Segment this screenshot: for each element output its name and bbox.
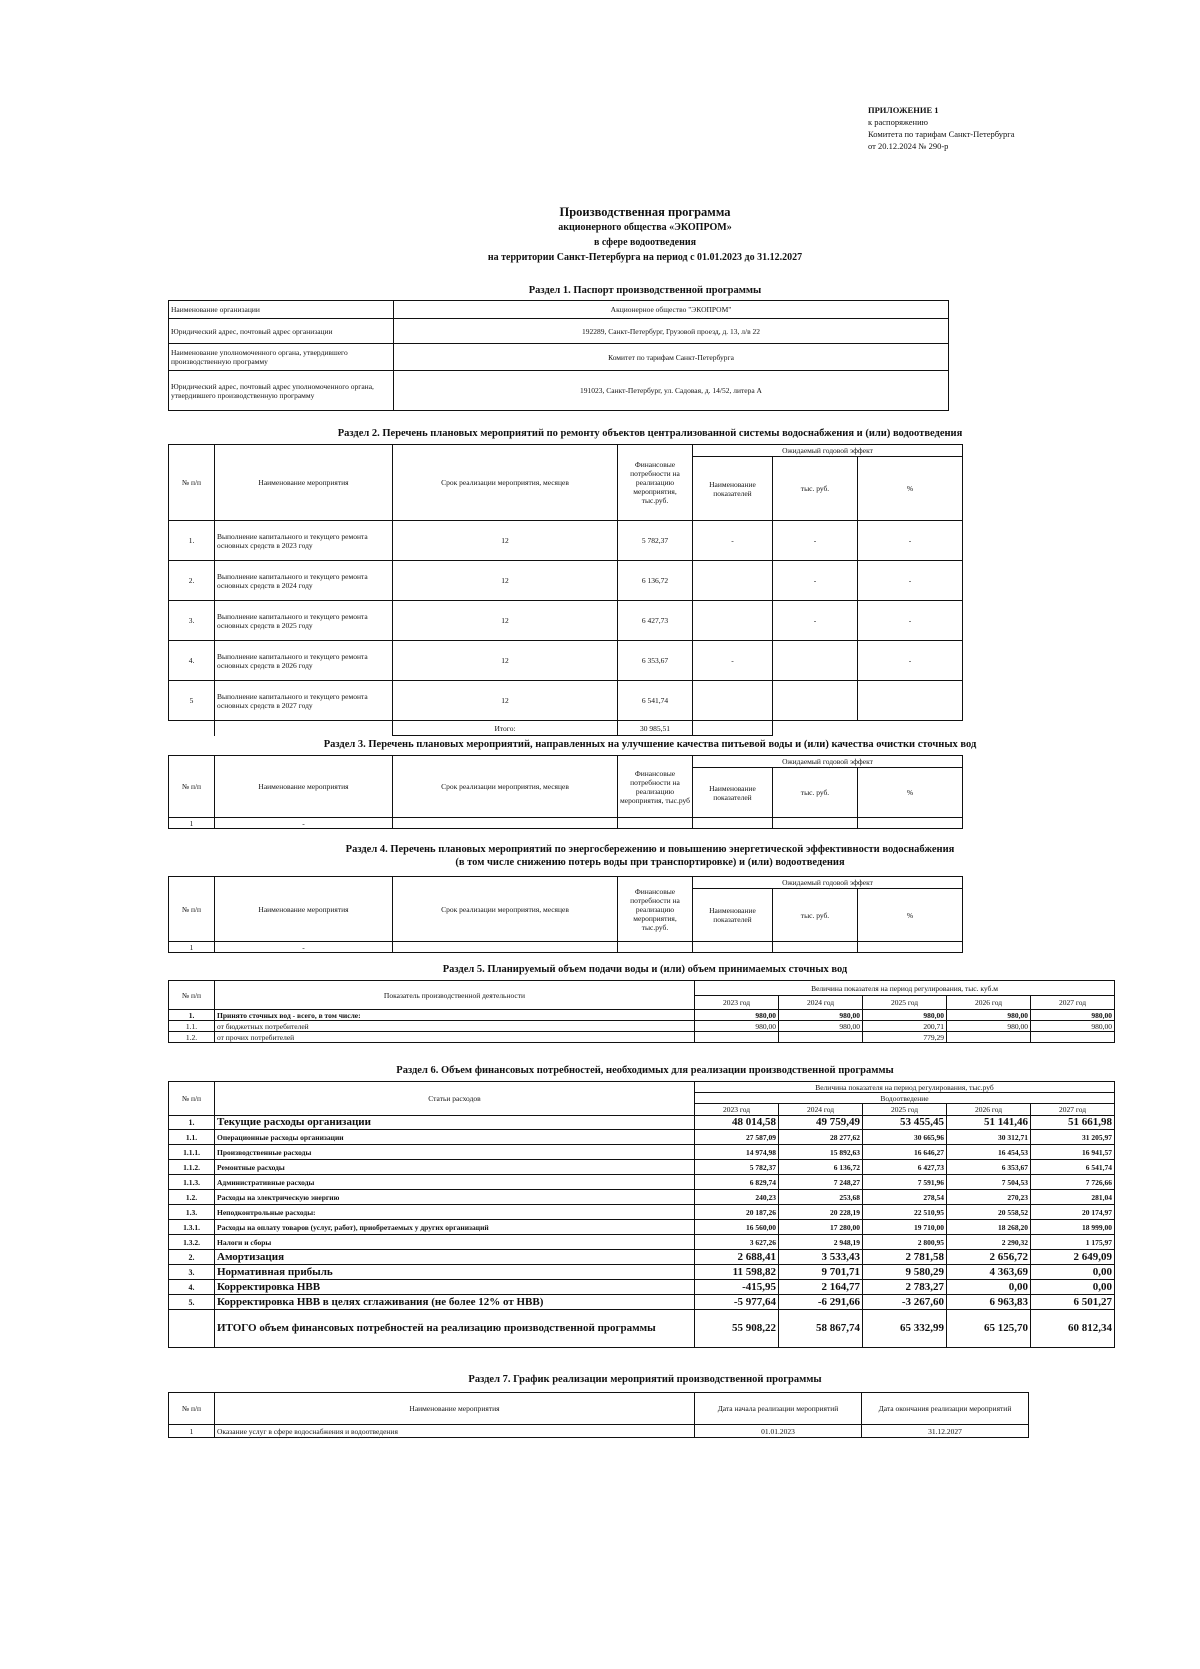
cell-value: 0,00	[1031, 1265, 1115, 1280]
year-header: 2027 год	[1031, 1104, 1115, 1116]
table-row	[169, 641, 963, 681]
table-header-row	[169, 1082, 1115, 1093]
cell-value: 2 948,19	[779, 1235, 863, 1250]
cell-name: Амортизация	[215, 1250, 695, 1265]
cell-value: 30 312,71	[947, 1130, 1031, 1145]
table-total-row	[169, 1310, 1115, 1348]
table-row	[169, 1265, 1115, 1280]
cell-value: -415,95	[695, 1280, 779, 1295]
cell-rub	[773, 681, 858, 721]
cell-num: 4.	[169, 1280, 215, 1295]
passport-value: Акционерное общество "ЭКОПРОМ"	[394, 301, 949, 319]
cell-name: Неподконтрольные расходы:	[215, 1205, 695, 1220]
cell-value: 779,29	[863, 1032, 947, 1043]
cell-value: 6 427,73	[863, 1160, 947, 1175]
cell-term: 12	[393, 681, 618, 721]
cell-start: 01.01.2023	[695, 1425, 862, 1438]
cell-value: 48 014,58	[695, 1116, 779, 1130]
header-rub: тыс. руб.	[773, 457, 858, 521]
cell-num: 1.3.	[169, 1205, 215, 1220]
section4-title-line1: Раздел 4. Перечень плановых мероприятий по энергосбережению и повышению энергетической эффективности водоснабжения	[345, 844, 955, 855]
cell-value: 980,00	[947, 1010, 1031, 1021]
cell-value: 7 248,27	[779, 1175, 863, 1190]
section4-title-line2: (в том числе снижению потерь воды при транспортировке) и (или) водоотведения	[455, 857, 845, 868]
table-row	[169, 1010, 1115, 1021]
cell-num: 1.3.1.	[169, 1220, 215, 1235]
cell-value: 2 781,58	[863, 1250, 947, 1265]
cell-num: 4.	[169, 641, 215, 681]
table-row	[169, 301, 949, 319]
header-name: Наименование мероприятия	[215, 756, 393, 818]
cell-num: 5.	[169, 1295, 215, 1310]
cell-end: 31.12.2027	[862, 1425, 1029, 1438]
passport-value: 192289, Санкт-Петербург, Грузовой проезд, д. 13, л/в 22	[394, 319, 949, 344]
section4-title	[240, 843, 1060, 869]
header-name: Наименование мероприятия	[215, 445, 393, 521]
cell-value: 200,71	[863, 1021, 947, 1032]
cell-num: 1	[169, 1425, 215, 1438]
cell-name: Нормативная прибыль	[215, 1265, 695, 1280]
cell-value: 20 228,19	[779, 1205, 863, 1220]
section6-table	[168, 1081, 1115, 1348]
cell-value: 58 867,74	[779, 1310, 863, 1348]
header-rub: тыс. руб.	[773, 768, 858, 818]
table-header-row	[169, 877, 963, 889]
cell-value: 6 829,74	[695, 1175, 779, 1190]
cell-value	[1031, 1032, 1115, 1043]
header-fin: Финансовые потребности на реализацию мероприятия, тыс.руб.	[618, 445, 693, 521]
cell-name: ИТОГО объем финансовых потребностей на реализацию производственной программы	[215, 1310, 695, 1348]
table-row	[169, 942, 963, 953]
table-row	[169, 1220, 1115, 1235]
cell-pct: -	[858, 601, 963, 641]
year-header: 2023 год	[695, 1104, 779, 1116]
year-header: 2027 год	[1031, 996, 1115, 1010]
header-pct: %	[858, 889, 963, 942]
cell-value: 240,23	[695, 1190, 779, 1205]
cell-num: 1.1.3.	[169, 1175, 215, 1190]
table-row	[169, 319, 949, 344]
passport-label: Наименование уполномоченного органа, утвердившего производственную программу	[169, 344, 394, 371]
year-header: 2024 год	[779, 1104, 863, 1116]
header-num: № п/п	[169, 981, 215, 1010]
table-row	[169, 1130, 1115, 1145]
cell-value: 51 141,46	[947, 1116, 1031, 1130]
total-value: 30 985,51	[618, 721, 693, 736]
cell-name: -	[215, 818, 393, 829]
cell-value: 53 455,45	[863, 1116, 947, 1130]
section3-title: Раздел 3. Перечень плановых мероприятий, направленных на улучшение качества питьевой воды и (или) качества очистки сточных вод	[323, 739, 977, 750]
cell-value: 6 353,67	[947, 1160, 1031, 1175]
cell-value: 980,00	[779, 1021, 863, 1032]
cell-value	[695, 1032, 779, 1043]
header-fin: Финансовые потребности на реализацию мероприятия, тыс.руб.	[618, 877, 693, 942]
cell-value: 20 558,52	[947, 1205, 1031, 1220]
cell-value: 6 963,83	[947, 1295, 1031, 1310]
cell-value: 980,00	[695, 1010, 779, 1021]
table-row	[169, 1190, 1115, 1205]
cell-value: 980,00	[695, 1021, 779, 1032]
cell-value: 278,54	[863, 1190, 947, 1205]
cell-fin: 6 136,72	[618, 561, 693, 601]
cell-value: 2 783,27	[863, 1280, 947, 1295]
cell-ind: -	[693, 641, 773, 681]
table-row	[169, 1145, 1115, 1160]
cell-value: 49 759,49	[779, 1116, 863, 1130]
cell-pct: -	[858, 521, 963, 561]
cell-value: 0,00	[947, 1280, 1031, 1295]
table-row	[169, 1295, 1115, 1310]
header-indicator: Наименование показателей	[693, 768, 773, 818]
cell-value: -5 977,64	[695, 1295, 779, 1310]
year-header: 2026 год	[947, 1104, 1031, 1116]
cell-value: 2 688,41	[695, 1250, 779, 1265]
cell-value: 3 627,26	[695, 1235, 779, 1250]
cell-value: 6 501,27	[1031, 1295, 1115, 1310]
cell-value: 19 710,00	[863, 1220, 947, 1235]
cell-name: Операционные расходы организации	[215, 1130, 695, 1145]
cell-name: Ремонтные расходы	[215, 1160, 695, 1175]
section3-table	[168, 755, 963, 829]
year-header: 2025 год	[863, 996, 947, 1010]
table-row	[169, 561, 963, 601]
table-row	[169, 344, 949, 371]
cell-fin: 6 541,74	[618, 681, 693, 721]
table-row	[169, 1250, 1115, 1265]
cell-num: 1.1.	[169, 1021, 215, 1032]
header-num: № п/п	[169, 1393, 215, 1425]
cell-ind	[693, 681, 773, 721]
section7-title: Раздел 7. График реализации мероприятий производственной программы	[468, 1374, 822, 1385]
header-effect: Ожидаемый годовой эффект	[693, 445, 963, 457]
cell-value: 2 649,09	[1031, 1250, 1115, 1265]
cell-value: 6 136,72	[779, 1160, 863, 1175]
section6-title: Раздел 6. Объем финансовых потребностей, необходимых для реализации производственной программы	[396, 1065, 894, 1076]
table-row	[169, 521, 963, 561]
cell-value: 30 665,96	[863, 1130, 947, 1145]
cell-rub	[773, 641, 858, 681]
appendix-block	[868, 104, 1015, 152]
cell-value: 7 726,66	[1031, 1175, 1115, 1190]
header-start: Дата начала реализации мероприятий	[695, 1393, 862, 1425]
table-row	[169, 1235, 1115, 1250]
cell-fin: 6 353,67	[618, 641, 693, 681]
cell-name: Корректировка НВВ	[215, 1280, 695, 1295]
header-effect: Ожидаемый годовой эффект	[693, 877, 963, 889]
passport-value: 191023, Санкт-Петербург, ул. Садовая, д. 14/52, литера А	[394, 371, 949, 411]
table-row	[169, 681, 963, 721]
cell-term: 12	[393, 641, 618, 681]
header-num: № п/п	[169, 1082, 215, 1116]
appendix-line1: к распоряжению	[868, 117, 928, 127]
cell-num: 1.	[169, 1010, 215, 1021]
cell-rub: -	[773, 601, 858, 641]
header-term: Срок реализации мероприятия, месяцев	[393, 445, 618, 521]
cell-value: 28 277,62	[779, 1130, 863, 1145]
appendix-line3: от 20.12.2024 № 290-р	[868, 141, 949, 151]
table-row	[169, 1032, 1115, 1043]
passport-label: Юридический адрес, почтовый адрес уполномоченного органа, утвердившего производственную программу	[169, 371, 394, 411]
year-header: 2024 год	[779, 996, 863, 1010]
cell-num	[169, 1310, 215, 1348]
cell-name: Выполнение капитального и текущего ремонта основных средств в 2027 году	[215, 681, 393, 721]
section5-table	[168, 980, 1115, 1043]
cell-value: 2 164,77	[779, 1280, 863, 1295]
header-period: Величина показателя на период регулирования, тыс. куб.м	[695, 981, 1115, 996]
cell-num: 1.1.2.	[169, 1160, 215, 1175]
cell-name: Оказание услуг в сфере водоснабжения и водоотведения	[215, 1425, 695, 1438]
table-total-row	[169, 721, 963, 736]
cell-ind	[693, 601, 773, 641]
cell-value: 2 800,95	[863, 1235, 947, 1250]
cell-rub: -	[773, 521, 858, 561]
cell-value: 270,23	[947, 1190, 1031, 1205]
header-end: Дата окончания реализации мероприятий	[862, 1393, 1029, 1425]
cell-value: 20 187,26	[695, 1205, 779, 1220]
cell-num: 3.	[169, 601, 215, 641]
header-num: № п/п	[169, 445, 215, 521]
cell-name: Административные расходы	[215, 1175, 695, 1190]
table-header-row	[169, 981, 1115, 996]
cell-value: 22 510,95	[863, 1205, 947, 1220]
cell-value: 7 591,96	[863, 1175, 947, 1190]
passport-value: Комитет по тарифам Санкт-Петербурга	[394, 344, 949, 371]
cell-value: 2 656,72	[947, 1250, 1031, 1265]
table-row	[169, 1280, 1115, 1295]
cell-value: 980,00	[863, 1010, 947, 1021]
cell-name: Выполнение капитального и текущего ремонта основных средств в 2025 году	[215, 601, 393, 641]
header-num: № п/п	[169, 756, 215, 818]
program-line2: в сфере водоотведения	[593, 237, 697, 248]
table-header-row	[169, 756, 963, 768]
cell-name: Расходы на оплату товаров (услуг, работ), приобретаемых у других организаций	[215, 1220, 695, 1235]
cell-name: Налоги и сборы	[215, 1235, 695, 1250]
table-row	[169, 371, 949, 411]
cell-value: 16 454,53	[947, 1145, 1031, 1160]
cell-value: 51 661,98	[1031, 1116, 1115, 1130]
cell-name: Расходы на электрическую энергию	[215, 1190, 695, 1205]
cell-num: 5	[169, 681, 215, 721]
header-rub: тыс. руб.	[773, 889, 858, 942]
year-header: 2025 год	[863, 1104, 947, 1116]
cell-value: 17 280,00	[779, 1220, 863, 1235]
cell-name: от прочих потребителей	[215, 1032, 695, 1043]
cell-num: 1	[169, 818, 215, 829]
program-title: Производственная программа	[559, 205, 731, 219]
cell-value: 65 332,99	[863, 1310, 947, 1348]
cell-num: 1.	[169, 521, 215, 561]
cell-value: 2 290,32	[947, 1235, 1031, 1250]
cell-value: 5 782,37	[695, 1160, 779, 1175]
year-header: 2026 год	[947, 996, 1031, 1010]
cell-value: 980,00	[779, 1010, 863, 1021]
cell-value: 11 598,82	[695, 1265, 779, 1280]
table-row	[169, 1205, 1115, 1220]
cell-num: 1	[169, 942, 215, 953]
section2-title: Раздел 2. Перечень плановых мероприятий по ремонту объектов централизованной системы водоснабжения и (или) водоотведения	[337, 428, 963, 439]
table-row	[169, 1175, 1115, 1190]
program-line1: акционерного общества «ЭКОПРОМ»	[558, 222, 732, 233]
cell-ind	[693, 561, 773, 601]
section4-table	[168, 876, 963, 953]
section5-title: Раздел 5. Планируемый объем подачи воды и (или) объем принимаемых сточных вод	[442, 964, 848, 975]
cell-value: -6 291,66	[779, 1295, 863, 1310]
passport-label: Наименование организации	[169, 301, 394, 319]
cell-num: 1.3.2.	[169, 1235, 215, 1250]
header-name: Наименование мероприятия	[215, 1393, 695, 1425]
section2-table	[168, 444, 963, 736]
header-articles: Статьи расходов	[215, 1082, 695, 1116]
section1-title: Раздел 1. Паспорт производственной программы	[528, 285, 762, 296]
table-header-row	[169, 1393, 1029, 1425]
cell-value: 9 701,71	[779, 1265, 863, 1280]
cell-value: 15 892,63	[779, 1145, 863, 1160]
cell-fin: 5 782,37	[618, 521, 693, 561]
table-row	[169, 1116, 1115, 1130]
cell-value: 65 125,70	[947, 1310, 1031, 1348]
cell-name: Производственные расходы	[215, 1145, 695, 1160]
cell-value: 31 205,97	[1031, 1130, 1115, 1145]
cell-value: 0,00	[1031, 1280, 1115, 1295]
cell-value: 980,00	[1031, 1021, 1115, 1032]
cell-term: 12	[393, 521, 618, 561]
cell-value: 980,00	[947, 1021, 1031, 1032]
cell-name: Выполнение капитального и текущего ремонта основных средств в 2026 году	[215, 641, 393, 681]
total-label: Итого:	[393, 721, 618, 736]
cell-pct	[858, 681, 963, 721]
cell-value: 14 974,98	[695, 1145, 779, 1160]
cell-num: 1.	[169, 1116, 215, 1130]
header-fin: Финансовые потребности на реализацию мероприятия, тыс.руб	[618, 756, 693, 818]
cell-name: Корректировка НВВ в целях сглаживания (не более 12% от НВВ)	[215, 1295, 695, 1310]
cell-num: 3.	[169, 1265, 215, 1280]
cell-num: 1.2.	[169, 1190, 215, 1205]
cell-value: 20 174,97	[1031, 1205, 1115, 1220]
cell-value	[947, 1032, 1031, 1043]
cell-name: от бюджетных потребителей	[215, 1021, 695, 1032]
program-line3: на территории Санкт-Петербурга на период с 01.01.2023 до 31.12.2027	[487, 252, 803, 263]
cell-num: 2.	[169, 561, 215, 601]
cell-pct: -	[858, 641, 963, 681]
cell-value: 9 580,29	[863, 1265, 947, 1280]
cell-value: 16 560,00	[695, 1220, 779, 1235]
cell-value: 281,04	[1031, 1190, 1115, 1205]
header-indicator: Наименование показателей	[693, 889, 773, 942]
cell-name: -	[215, 942, 393, 953]
cell-value: 18 999,00	[1031, 1220, 1115, 1235]
cell-value: 980,00	[1031, 1010, 1115, 1021]
appendix-line2: Комитета по тарифам Санкт-Петербурга	[868, 129, 1015, 139]
header-pct: %	[858, 457, 963, 521]
header-effect: Ожидаемый годовой эффект	[693, 756, 963, 768]
section1-table	[168, 300, 949, 411]
table-row	[169, 1021, 1115, 1032]
table-header-row	[169, 445, 963, 457]
table-row	[169, 1425, 1029, 1438]
cell-num: 1.1.1.	[169, 1145, 215, 1160]
header-pct: %	[858, 768, 963, 818]
cell-ind: -	[693, 521, 773, 561]
cell-value: 18 268,20	[947, 1220, 1031, 1235]
header-indicator: Наименование показателей	[693, 457, 773, 521]
cell-value: 16 941,57	[1031, 1145, 1115, 1160]
cell-value: -3 267,60	[863, 1295, 947, 1310]
cell-value: 253,68	[779, 1190, 863, 1205]
program-title-block	[0, 205, 1200, 265]
header-period: Величина показателя на период регулирования, тыс.руб	[695, 1082, 1115, 1093]
cell-name: Текущие расходы организации	[215, 1116, 695, 1130]
cell-term: 12	[393, 561, 618, 601]
cell-name: Выполнение капитального и текущего ремонта основных средств в 2024 году	[215, 561, 393, 601]
header-term: Срок реализации мероприятия, месяцев	[393, 877, 618, 942]
table-row	[169, 1160, 1115, 1175]
header-indicator: Показатель производственной деятельности	[215, 981, 695, 1010]
appendix-title: ПРИЛОЖЕНИЕ 1	[868, 105, 939, 115]
year-header: 2023 год	[695, 996, 779, 1010]
cell-num: 1.2.	[169, 1032, 215, 1043]
cell-value	[779, 1032, 863, 1043]
cell-value: 16 646,27	[863, 1145, 947, 1160]
cell-value: 6 541,74	[1031, 1160, 1115, 1175]
cell-term: 12	[393, 601, 618, 641]
passport-label: Юридический адрес, почтовый адрес организации	[169, 319, 394, 344]
cell-pct: -	[858, 561, 963, 601]
header-sub: Водоотведение	[695, 1093, 1115, 1104]
cell-num: 1.1.	[169, 1130, 215, 1145]
cell-name: Выполнение капитального и текущего ремонта основных средств в 2023 году	[215, 521, 393, 561]
header-name: Наименование мероприятия	[215, 877, 393, 942]
table-row	[169, 818, 963, 829]
cell-name: Принято сточных вод - всего, в том числе:	[215, 1010, 695, 1021]
cell-rub: -	[773, 561, 858, 601]
header-term: Срок реализации мероприятия, месяцев	[393, 756, 618, 818]
cell-value: 55 908,22	[695, 1310, 779, 1348]
cell-num: 2.	[169, 1250, 215, 1265]
cell-value: 4 363,69	[947, 1265, 1031, 1280]
table-row	[169, 601, 963, 641]
cell-value: 1 175,97	[1031, 1235, 1115, 1250]
cell-value: 60 812,34	[1031, 1310, 1115, 1348]
cell-fin: 6 427,73	[618, 601, 693, 641]
section7-table	[168, 1392, 1029, 1438]
cell-value: 3 533,43	[779, 1250, 863, 1265]
cell-value: 7 504,53	[947, 1175, 1031, 1190]
header-num: № п/п	[169, 877, 215, 942]
cell-value: 27 587,09	[695, 1130, 779, 1145]
